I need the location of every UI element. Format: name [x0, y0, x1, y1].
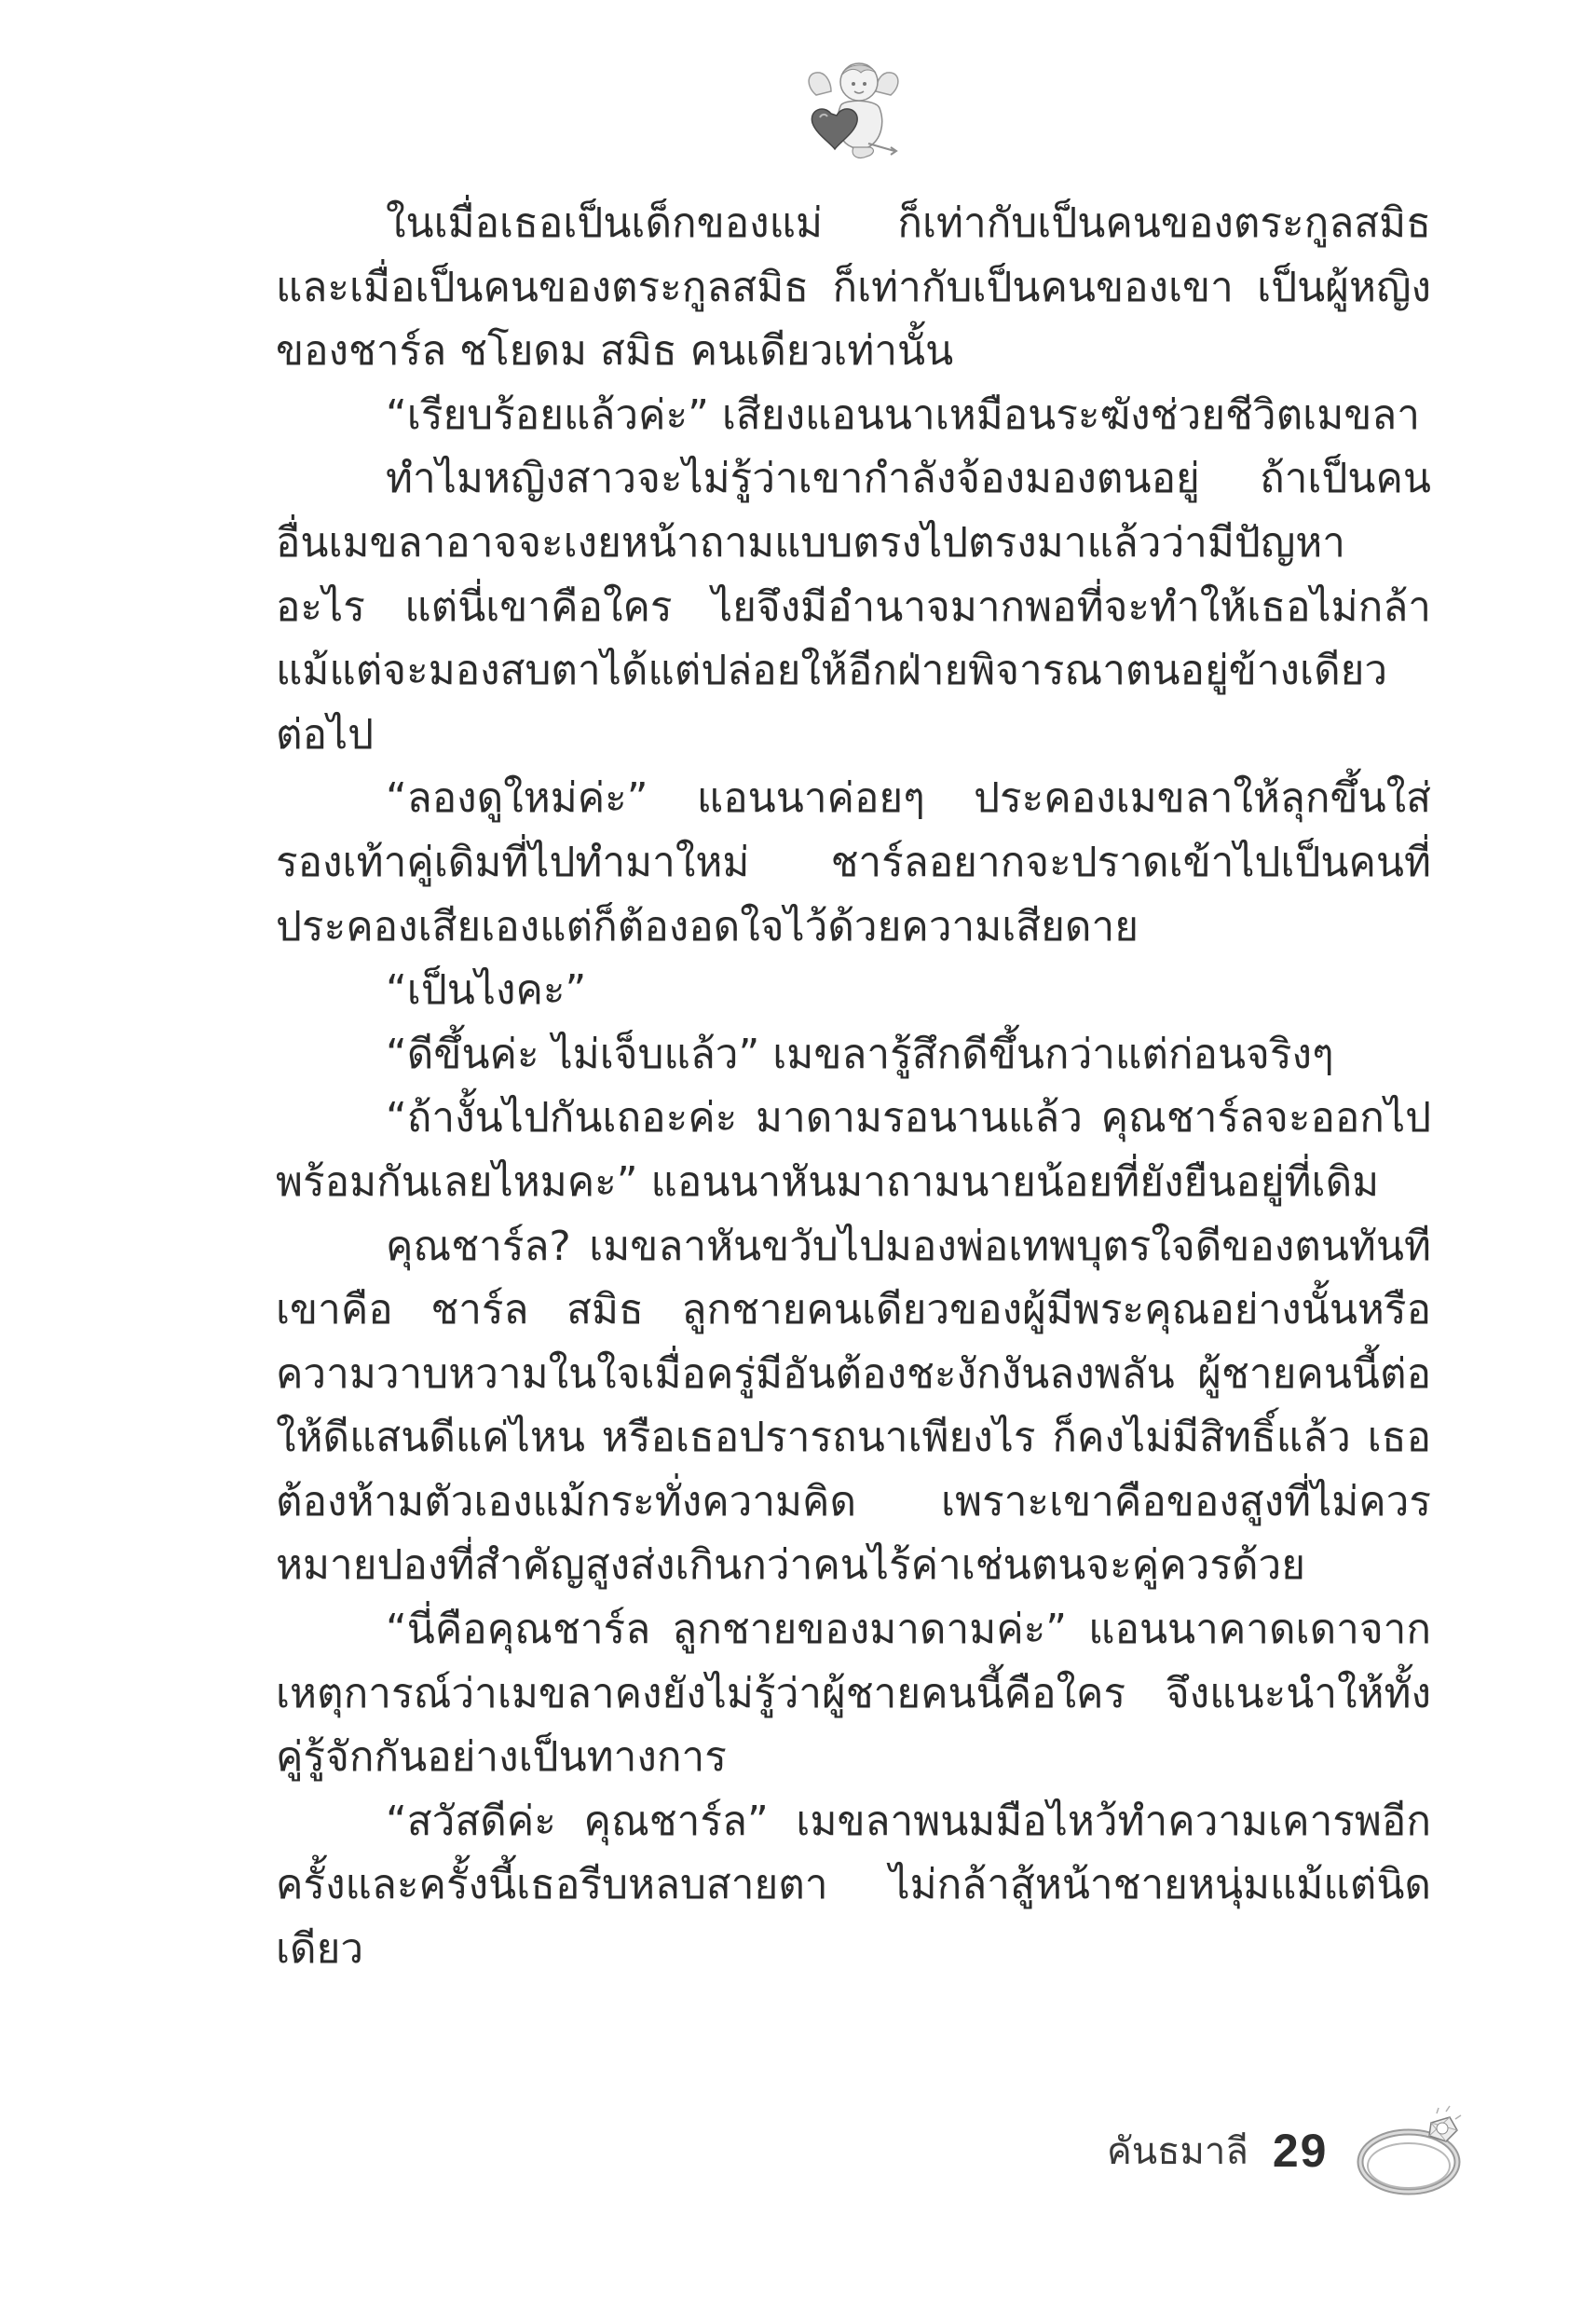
paragraph: “ดีขึ้นค่ะ ไม่เจ็บแล้ว” เมขลารู้สึกดีขึ้นกว่าแต่ก่อนจริงๆ: [386, 1030, 1334, 1078]
paragraph: คุณชาร์ล? เมขลาหันขวับไปมองพ่อเทพบุตรใจดีของตนทันทีเขาคือ ชาร์ล สมิธ ลูกชายคนเดียวของผู้มีพระคุณอย่างนั้นหรือความวาบหวามในใจเมื่อครู่มีอันต้องชะงักงันลงพลัน ผู้ชายคนนี้ต่อให้ดีแสนดีแค่ไหน หรือเธอปรารถนาเพียงไร ก็คงไม่มีสิทธิ์แล้ว เธอต้องห้ามตัวเองแม้กระทั่งความคิด เพราะเขาคือของสูงที่ไม่ควรหมายปองที่สำคัญสูงส่งเกินกว่าคนไร้ค่าเช่นตนจะคู่ควรด้วย: [276, 1222, 1431, 1590]
page-footer: [1107, 2113, 1328, 2188]
paragraph: “เรียบร้อยแล้วค่ะ” เสียงแอนนาเหมือนระฆังช่วยชีวิตเมขลา: [386, 390, 1420, 439]
page-number: 29: [1272, 2125, 1329, 2177]
paragraph: ในเมื่อเธอเป็นเด็กของแม่ ก็เท่ากับเป็นคนของตระกูลสมิธ และเมื่อเป็นคนของตระกูลสมิธ ก็เท่ากับเป็นคนของเขา เป็นผู้หญิงของชาร์ล ชโยดม สมิธ คนเดียวเท่านั้น: [276, 199, 1431, 376]
body-text: [276, 192, 1431, 1982]
paragraph: “สวัสดีค่ะ คุณชาร์ล” เมขลาพนมมือไหว้ทำความเคารพอีกครั้งและครั้งนี้เธอรีบหลบสายตา ไม่กล้าสู้หน้าชายหนุ่มแม้แต่นิดเดียว: [276, 1797, 1431, 1974]
paragraph: “เป็นไงคะ”: [386, 966, 587, 1015]
diamond-ring-icon: [1353, 2099, 1474, 2203]
paragraph: “ถ้างั้นไปกันเถอะค่ะ มาดามรอนานแล้ว คุณชาร์ลจะออกไปพร้อมกันเลยไหมคะ” แอนนาหันมาถามนายน้อยที่ยังยืนอยู่ที่เดิม: [276, 1094, 1431, 1206]
cupid-heart-icon: [803, 58, 904, 164]
paragraph: ทำไมหญิงสาวจะไม่รู้ว่าเขากำลังจ้องมองตนอยู่ ถ้าเป็นคนอื่นเมขลาอาจจะเงยหน้าถามแบบตรงไปตรงมาแล้วว่ามีปัญหาอะไร แต่นี่เขาคือใคร ไยจึงมีอำนาจมากพอที่จะทำให้เธอไม่กล้าแม้แต่จะมองสบตาได้แต่ปล่อยให้อีกฝ่ายพิจารณาตนอยู่ข้างเดียวต่อไป: [276, 455, 1431, 759]
running-head: คันธมาลี: [1107, 2130, 1248, 2173]
paragraph: “นี่คือคุณชาร์ล ลูกชายของมาดามค่ะ” แอนนาคาดเดาจากเหตุการณ์ว่าเมขลาคงยังไม่รู้ว่าผู้ชายคนนี้คือใคร จึงแนะนำให้ทั้งคู่รู้จักกันอย่างเป็นทางการ: [276, 1606, 1431, 1782]
paragraph: “ลองดูใหม่ค่ะ” แอนนาค่อยๆ ประคองเมขลาให้ลุกขึ้นใส่รองเท้าคู่เดิมที่ไปทำมาใหม่ ชาร์ลอยากจะปราดเข้าไปเป็นคนที่ประคองเสียเองแต่ก็ต้องอดใจไว้ด้วยความเสียดาย: [276, 774, 1431, 950]
